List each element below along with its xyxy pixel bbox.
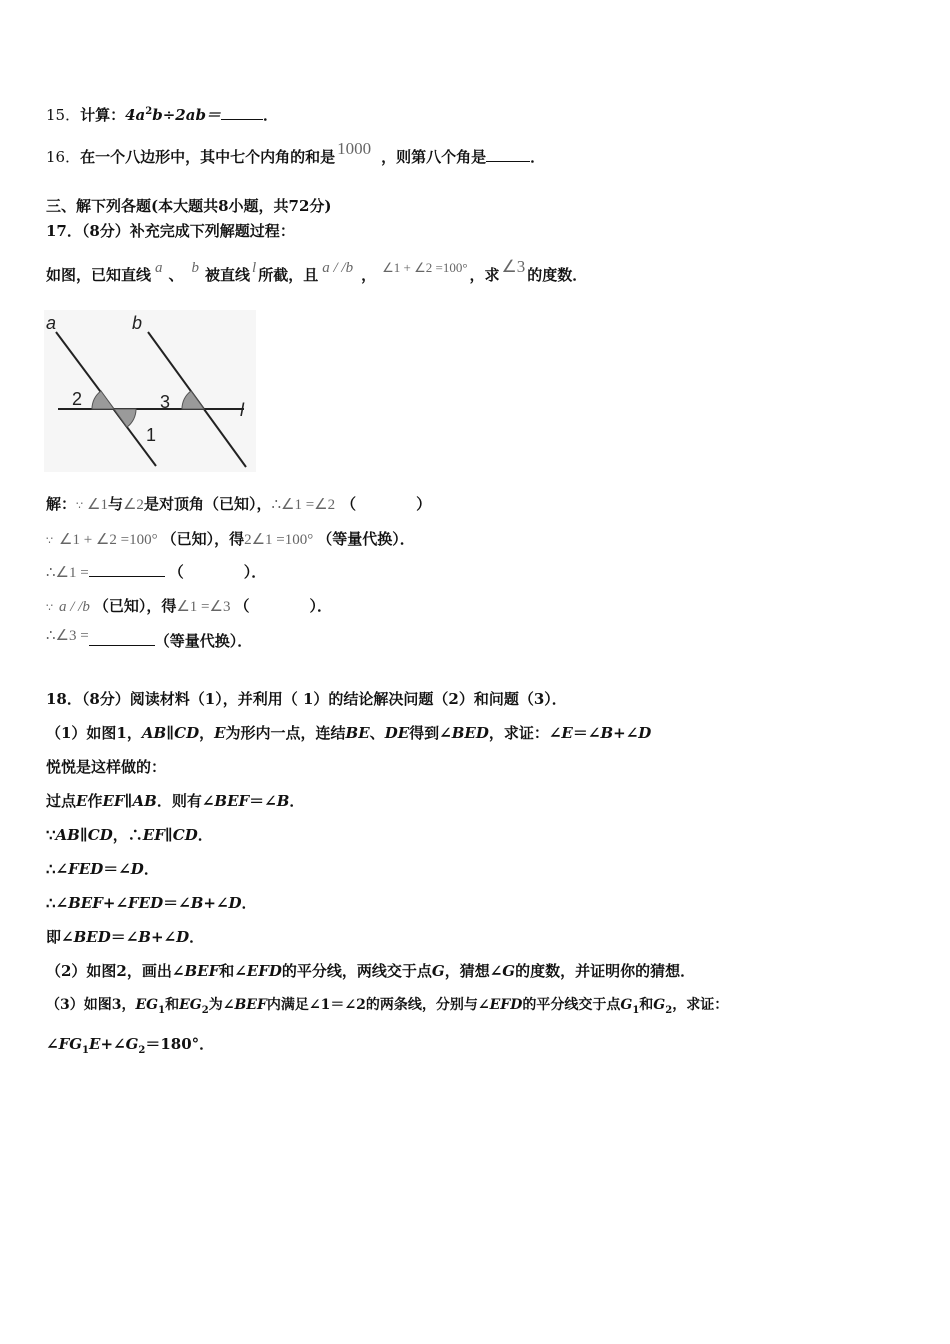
q15-label: 计算：: [80, 106, 126, 124]
question-15: 15．计算：$4a^2b\div 2ab=$ ．: [46, 106, 278, 124]
q18-line-10: $\angle FG_1E+\angle G_2=180^\circ$．: [46, 1035, 215, 1056]
label-1: 1: [146, 425, 157, 445]
label-a: a: [46, 313, 57, 333]
q17-statement: 如图，已知直线 a 、 b 被直线 l 所截，且 a / /b ， ∠1 + ∠2 =100° ，求 ∠3 的度数．: [46, 257, 588, 284]
q16-value: 1000: [337, 139, 372, 158]
q17-angles: ∠1 + ∠2 =100°: [382, 260, 468, 275]
q17-solution-5: ∴∠3 = （等量代换）．: [46, 628, 253, 650]
q15-number: 15．: [46, 106, 81, 124]
q17-solution-4: ∵ a / /b （已知），得∠1 =∠3 （ ）．: [46, 597, 332, 615]
question-16: 16．在一个八边形中，其中七个内角的和是 1000 ，则第八个角是 ．: [46, 139, 546, 166]
q17-solution-1: 解：∵ ∠1与∠2是对顶角（已知），∴∠1 =∠2 （ ）: [46, 495, 432, 513]
q15-exponent: 2: [145, 106, 153, 117]
q15-expr-b: b÷2ab＝: [152, 106, 221, 124]
q17-heading: 17．（8分）补充完成下列解题过程：: [46, 222, 295, 240]
q16-text-1: 在一个八边形中，其中七个内角的和是: [80, 148, 336, 166]
label-l: l: [240, 400, 244, 420]
label-b: b: [132, 313, 143, 333]
q18-line-3: 过点E作EF∥AB．则有∠BEF＝∠B．: [46, 792, 305, 810]
q17-parallel: a / /b: [322, 260, 354, 276]
q17-figure: [44, 310, 256, 472]
section-3-heading: 三、解下列各题(本大题共8小题，共72分): [46, 197, 332, 215]
q17-blank-2: [89, 631, 155, 646]
q18-line-7: 即∠BED＝∠B+∠D．: [46, 928, 205, 946]
q18-line-1: （1）如图1，AB∥CD，E为形内一点，连结BE、DE得到∠BED，求证：∠E＝∠B+∠D: [46, 724, 652, 742]
q18-heading: 18．（8分）阅读材料（1），并利用（ 1）的结论解决问题（2）和问题（3）．: [46, 690, 567, 708]
q16-number: 16．: [46, 148, 81, 166]
q16-answer-blank: [486, 147, 530, 162]
q18-line-6: ∴∠BEF+∠FED＝∠B+∠D．: [46, 894, 257, 912]
q18-line-2: 悦悦是这样做的：: [46, 758, 167, 776]
label-2: 2: [72, 389, 83, 409]
q15-expr-a: 4a: [125, 106, 146, 124]
q18-line-9: （3）如图3，$EG_1$和$EG_2$为∠BEF内满足∠1＝∠2的两条线，分别与∠EFD的平分线交于点$G_1$和$G_2$，求证：: [46, 997, 729, 1016]
q18-line-8: （2）如图2，画出∠BEF和∠EFD的平分线，两线交于点G，猜想∠G的度数，并证明你的猜想．: [46, 962, 696, 980]
q18-line-4: ∵AB∥CD，∴EF∥CD．: [46, 826, 213, 844]
q17-blank-1: [89, 562, 165, 577]
q15-answer-blank: [221, 105, 263, 120]
q17-solution-2: ∵ ∠1 + ∠2 =100° （已知），得2∠1 =100° （等量代换）．: [46, 530, 415, 548]
q16-text-2: ，则第八个角是: [381, 148, 487, 166]
q17-solution-3: ∴∠1 = （ ）．: [46, 563, 267, 581]
label-3: 3: [160, 392, 171, 412]
q18-line-5: ∴∠FED＝∠D．: [46, 860, 159, 878]
